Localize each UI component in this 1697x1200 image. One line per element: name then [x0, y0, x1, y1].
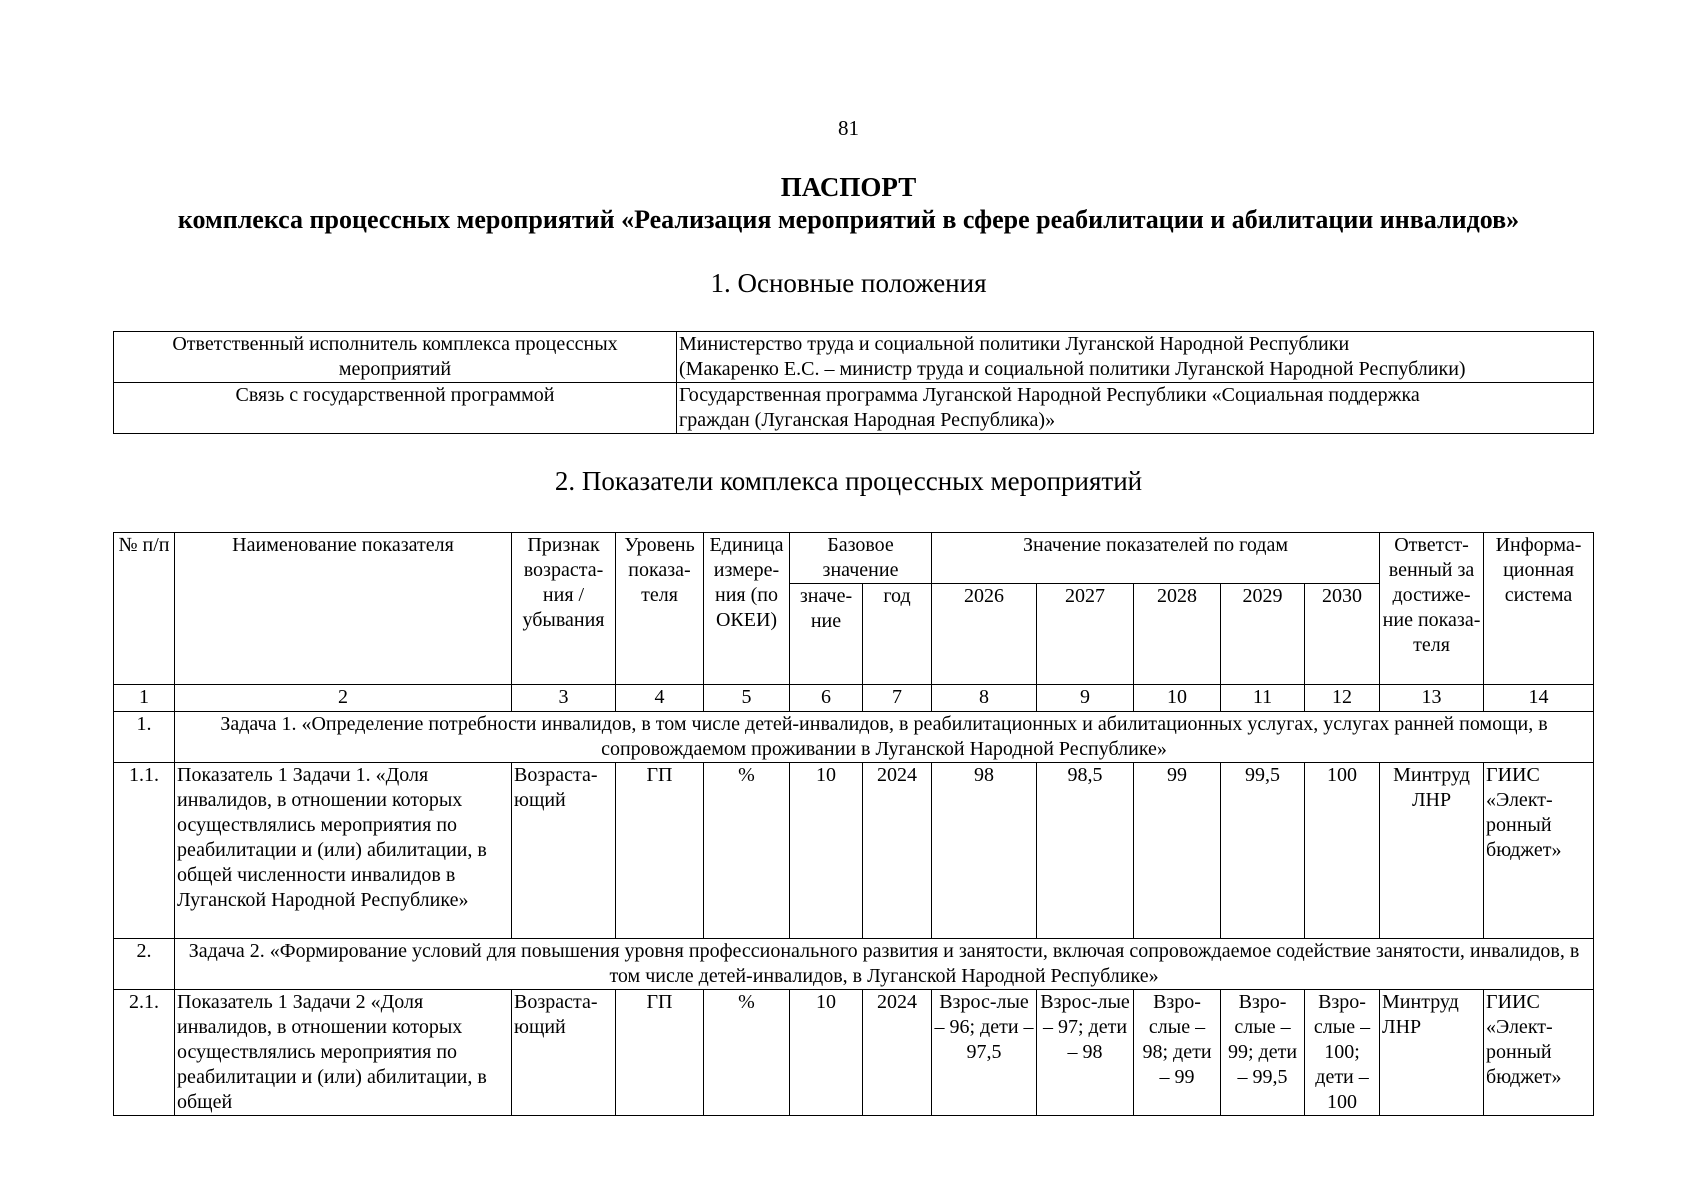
- indicator-2-level: ГП: [616, 990, 704, 1116]
- column-numbers-row: [114, 685, 1594, 712]
- column-number: 9: [1037, 685, 1134, 712]
- column-number: 2: [175, 685, 512, 712]
- indicator-2-row: [114, 990, 1594, 1116]
- table-row: [114, 332, 1594, 383]
- indicator-1-row: [114, 763, 1594, 939]
- indicator-2-unit: %: [704, 990, 790, 1116]
- indicator-2-trend: Возраста-ющий: [512, 990, 616, 1116]
- indicator-1-value-2029: 99,5: [1221, 763, 1305, 939]
- indicator-2-value-2028: Взро-слые – 98; дети – 99: [1134, 990, 1221, 1116]
- responsible-label: Ответственный исполнитель комплекса процессных мероприятий: [114, 332, 677, 383]
- task-1-text: Задача 1. «Определение потребности инвалидов, в том числе детей-инвалидов, в реабилитационных и абилитационных услугах, услугах ранней помощи, в сопровождаемом проживании в Луганской Народной Республике»: [175, 712, 1594, 763]
- program-link-value-line2: граждан (Луганская Народная Республика)»: [679, 409, 1056, 431]
- column-number: 11: [1221, 685, 1305, 712]
- header-info: Информа-ционная система: [1484, 533, 1594, 685]
- header-year-2027: 2027: [1037, 584, 1134, 685]
- indicator-1-num: 1.1.: [114, 763, 175, 939]
- indicator-1-level: ГП: [616, 763, 704, 939]
- indicator-2-value-2029: Взро-слые – 99; дети – 99,5: [1221, 990, 1305, 1116]
- header-base-year: год: [863, 584, 932, 685]
- column-number: 13: [1380, 685, 1484, 712]
- responsible-value-line2: (Макаренко Е.С. – министр труда и социальной политики Луганской Народной Республики): [679, 358, 1466, 380]
- header-year-2029: 2029: [1221, 584, 1305, 685]
- column-number: 8: [932, 685, 1037, 712]
- task-2-row: [114, 939, 1594, 990]
- section-2-heading: 2. Показатели комплекса процессных мероприятий: [554, 466, 1143, 496]
- basic-provisions-table: [113, 331, 1594, 434]
- header-year-2028: 2028: [1134, 584, 1221, 685]
- column-number: 1: [114, 685, 175, 712]
- responsible-value: [677, 332, 1594, 383]
- indicator-1-value-2027: 98,5: [1037, 763, 1134, 939]
- header-unit: Единица измере-ния (по ОКЕИ): [704, 533, 790, 685]
- column-number: 5: [704, 685, 790, 712]
- document-subtitle: комплекса процессных мероприятий «Реализация мероприятий в сфере реабилитации и абилитации инвалидов»: [177, 205, 1520, 234]
- column-number: 12: [1305, 685, 1380, 712]
- table-row: [114, 383, 1594, 434]
- task-2-num: 2.: [114, 939, 175, 990]
- task-1-num: 1.: [114, 712, 175, 763]
- header-base-value: значе-ние: [790, 584, 863, 685]
- header-responsible: Ответст-венный за достиже-ние показа-теля: [1380, 533, 1484, 685]
- column-number: 10: [1134, 685, 1221, 712]
- column-number: 6: [790, 685, 863, 712]
- indicator-1-value-2026: 98: [932, 763, 1037, 939]
- indicator-2-info: ГИИС «Элект-ронный бюджет»: [1484, 990, 1594, 1116]
- indicator-1-responsible: Минтруд ЛНР: [1380, 763, 1484, 939]
- responsible-value-line1: Министерство труда и социальной политики Луганской Народной Республики: [679, 333, 1350, 355]
- page-number: 81: [838, 116, 859, 140]
- program-link-label: Связь с государственной программой: [114, 383, 677, 434]
- task-1-row: [114, 712, 1594, 763]
- indicator-2-value-2030: Взро-слые – 100; дети – 100: [1305, 990, 1380, 1116]
- indicator-2-num: 2.1.: [114, 990, 175, 1116]
- indicator-2-name: Показатель 1 Задачи 2 «Доля инвалидов, в отношении которых осуществлялись мероприятия по реабилитации и (или) абилитации, в общей: [175, 990, 512, 1116]
- indicators-table: [113, 532, 1594, 1116]
- indicator-1-unit: %: [704, 763, 790, 939]
- column-number: 3: [512, 685, 616, 712]
- indicator-2-base-value: 10: [790, 990, 863, 1116]
- header-year-2030: 2030: [1305, 584, 1380, 685]
- indicator-2-responsible: Минтруд ЛНР: [1380, 990, 1484, 1116]
- column-number: 7: [863, 685, 932, 712]
- indicator-1-name: Показатель 1 Задачи 1. «Доля инвалидов, в отношении которых осуществлялись мероприятия по реабилитации и (или) абилитации, в общей численности инвалидов в Луганской Народной Республике»: [175, 763, 512, 939]
- header-num: № п/п: [114, 533, 175, 685]
- section-1-heading: 1. Основные положения: [710, 268, 987, 298]
- indicator-1-info: ГИИС «Элект-ронный бюджет»: [1484, 763, 1594, 939]
- document-title: ПАСПОРТ: [780, 172, 917, 202]
- indicator-1-value-2028: 99: [1134, 763, 1221, 939]
- indicator-1-value-2030: 100: [1305, 763, 1380, 939]
- indicator-1-base-year: 2024: [863, 763, 932, 939]
- indicator-2-value-2026: Взрос-лые – 96; дети – 97,5: [932, 990, 1037, 1116]
- program-link-value-line1: Государственная программа Луганской Народной Республики «Социальная поддержка: [679, 384, 1420, 406]
- indicator-2-base-year: 2024: [863, 990, 932, 1116]
- indicator-2-value-2027: Взрос-лые – 97; дети – 98: [1037, 990, 1134, 1116]
- task-2-text: Задача 2. «Формирование условий для повышения уровня профессионального развития и занятости, включая сопровождаемое содействие занятости, инвалидов, в том числе детей-инвалидов, в Луганской Народной Республике»: [175, 939, 1594, 990]
- header-row: [114, 533, 1594, 584]
- header-level: Уровень показа-теля: [616, 533, 704, 685]
- indicator-1-trend: Возраста-ющий: [512, 763, 616, 939]
- header-base: Базовое значение: [790, 533, 932, 584]
- header-year-2026: 2026: [932, 584, 1037, 685]
- indicator-1-base-value: 10: [790, 763, 863, 939]
- column-number: 14: [1484, 685, 1594, 712]
- program-link-value: [677, 383, 1594, 434]
- header-years-group: Значение показателей по годам: [932, 533, 1380, 584]
- header-name: Наименование показателя: [175, 533, 512, 685]
- header-trend: Признак возраста-ния / убывания: [512, 533, 616, 685]
- column-number: 4: [616, 685, 704, 712]
